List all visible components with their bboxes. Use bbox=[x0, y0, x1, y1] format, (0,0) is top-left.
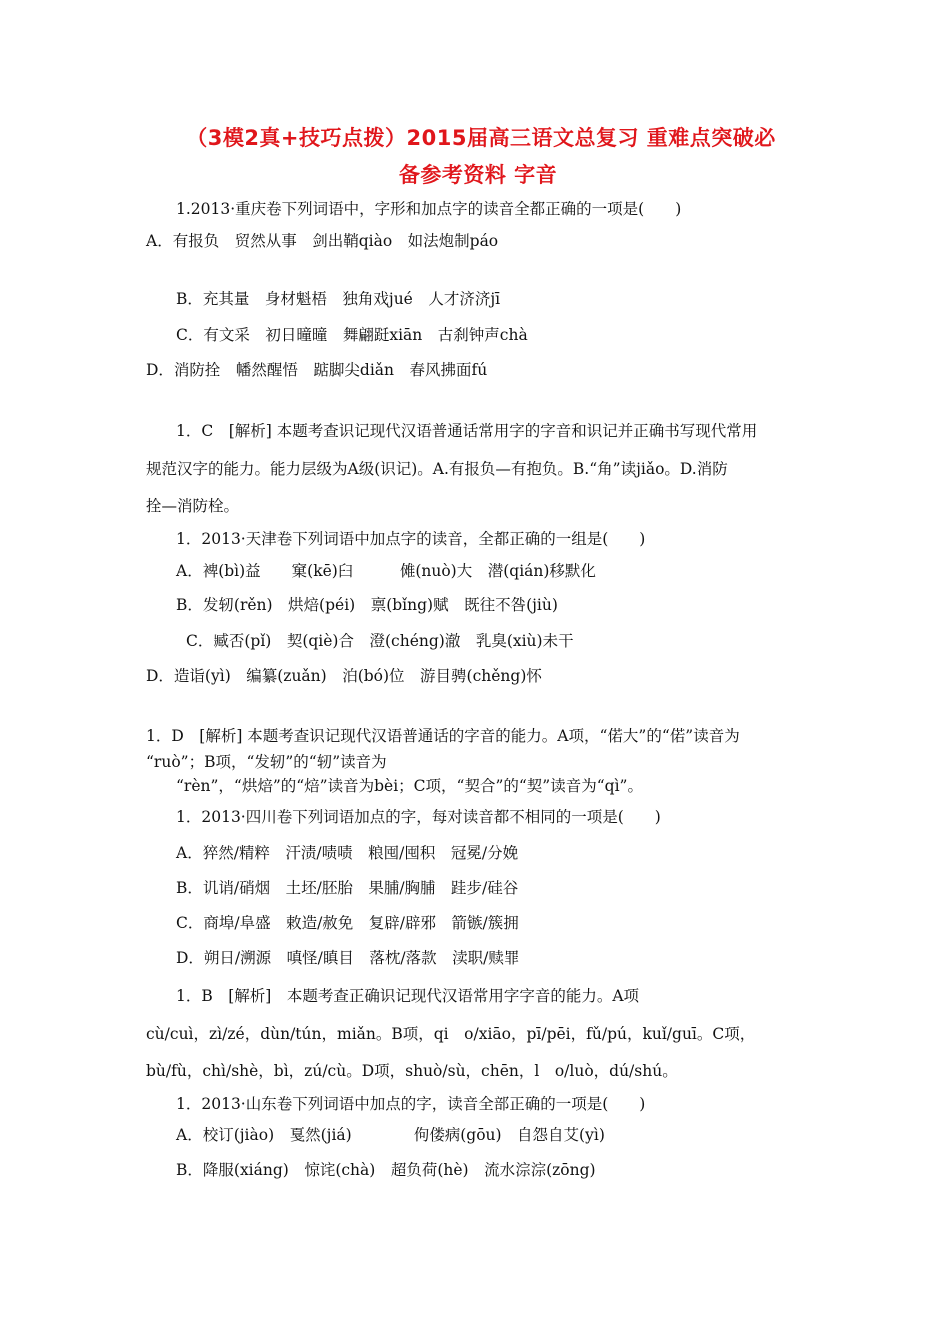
answer-3-line-2: cù/cuì，zì/zé，dùn/tún，miǎn。B项，qi o/xiāo，pī/pēi，fǔ/pú，kuǐ/guī。C项， bbox=[146, 1025, 756, 1043]
page-title-line-2: 备参考资料 字音 bbox=[398, 163, 558, 187]
question-4-option-b: B．降服(xiáng) 惊诧(chà) 超负荷(hè) 流水淙淙(zōng) bbox=[176, 1161, 596, 1179]
answer-2-line-2: “ruò”；B项，“发轫”的“轫”读音为 bbox=[146, 753, 387, 771]
answer-1-line-2: 规范汉字的能力。能力层级为A级(识记)。A.有报负—有抱负。B.“角”读jiǎo。D.消防 bbox=[146, 460, 728, 478]
question-3-option-d: D．朔日/溯源 嗔怪/瞋目 落枕/落款 渎职/赎罪 bbox=[176, 949, 520, 967]
question-1-option-d: D．消防拴 幡然醒悟 踮脚尖diǎn 春风拂面fú bbox=[146, 361, 488, 379]
question-4-stem: 1．2013·山东卷下列词语中加点的字，读音全部正确的一项是( ) bbox=[176, 1095, 646, 1113]
answer-3-line-3: bù/fù，chì/shè，bì，zú/cù。D项，shuò/sù，chēn，l o/luò，dú/shú。 bbox=[146, 1062, 678, 1080]
question-1-stem: 1.2013·重庆卷下列词语中，字形和加点字的读音全都正确的一项是( ) bbox=[176, 200, 682, 218]
question-2-stem: 1．2013·天津卷下列词语中加点字的读音，全都正确的一组是( ) bbox=[176, 530, 646, 548]
question-1-option-c: C．有文采 初日曈曈 舞翩跹xiān 古刹钟声chà bbox=[176, 326, 528, 344]
question-1-option-b: B．充其量 身材魁梧 独角戏jué 人才济济jī bbox=[176, 290, 501, 308]
question-3-stem: 1．2013·四川卷下列词语加点的字，每对读音都不相同的一项是( ) bbox=[176, 808, 661, 826]
question-3-option-a: A．猝然/精粹 汗渍/啧啧 粮囤/囤积 冠冕/分娩 bbox=[176, 844, 519, 862]
question-4-option-a: A．校订(jiào) 戛然(jiá) 佝偻病(gōu) 自怨自艾(yì) bbox=[176, 1126, 605, 1144]
question-3-option-c: C．商埠/阜盛 敕造/赦免 复辟/辟邪 箭镞/簇拥 bbox=[176, 914, 519, 932]
answer-2-line-1: 1．D [解析] 本题考查识记现代汉语普通话的字音的能力。A项，“偌大”的“偌”读音为 bbox=[146, 727, 740, 745]
answer-2-line-3: “rèn”，“烘焙”的“焙”读音为bèi；C项，“契合”的“契”读音为“qì”。 bbox=[176, 777, 643, 795]
question-3-option-b: B．讥诮/硝烟 土坯/胚胎 果脯/胸脯 跬步/硅谷 bbox=[176, 879, 519, 897]
question-2-option-b: B．发轫(rěn) 烘焙(péi) 禀(bǐng)赋 既往不咎(jiù) bbox=[176, 596, 558, 614]
question-2-option-c: C．臧否(pǐ) 契(qiè)合 澄(chéng)澈 乳臭(xiù)未干 bbox=[186, 632, 574, 650]
question-2-option-d: D．造诣(yì) 编纂(zuǎn) 泊(bó)位 游目骋(chěng)怀 bbox=[146, 667, 542, 685]
question-2-option-a: A．裨(bì)益 窠(kē)臼 傩(nuò)大 潜(qián)移默化 bbox=[176, 562, 596, 580]
answer-3-line-1: 1．B [解析] 本题考查正确识记现代汉语常用字字音的能力。A项 bbox=[176, 987, 640, 1005]
answer-1-line-3: 拴—消防栓。 bbox=[146, 497, 240, 515]
page-title-line-1: （3模2真+技巧点拨）2015届高三语文总复习 重难点突破必 bbox=[186, 126, 776, 150]
question-1-option-a: A．有报负 贸然从事 剑出鞘qiào 如法炮制páo bbox=[146, 232, 499, 250]
answer-1-line-1: 1．C [解析] 本题考查识记现代汉语普通话常用字的字音和识记并正确书写现代常用 bbox=[176, 422, 758, 440]
